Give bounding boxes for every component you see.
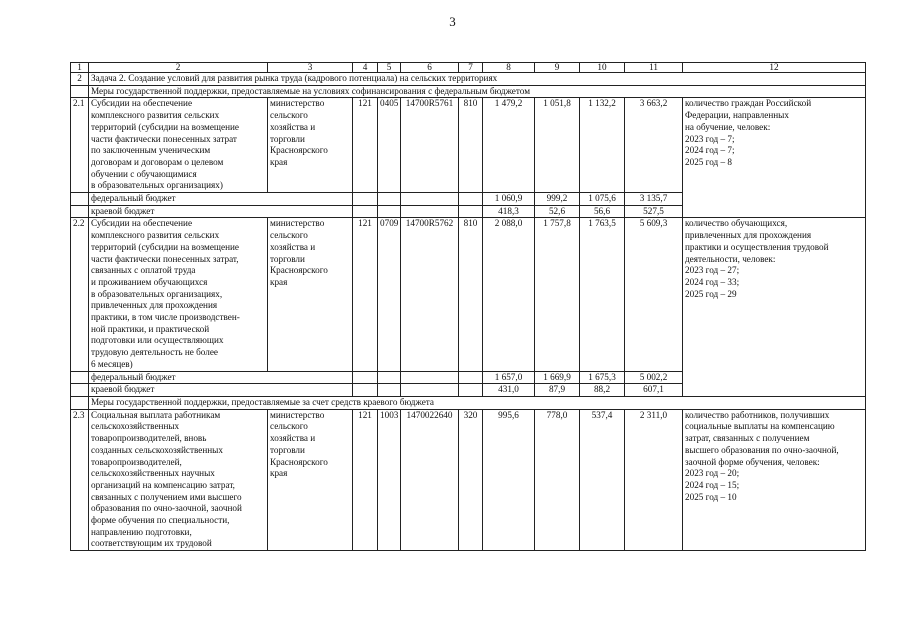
amount-2025: 1 132,2: [580, 98, 625, 193]
row-number: 2.2: [71, 218, 89, 371]
expected-result: количество обучающихся, привлеченных для прохождения практики и осуществления трудовой деятельности, человек: 2023 год – 27; 2024 год – 33; 2025 год – 29: [683, 218, 866, 397]
code-vr: 810: [459, 218, 483, 371]
amount-2023: 1 657,0: [483, 371, 535, 384]
page-number: 3: [449, 14, 456, 29]
amount-2025: 1 763,5: [580, 218, 625, 371]
task-number: 2: [71, 73, 89, 86]
amount-total: 3 135,7: [625, 193, 683, 206]
amount-2025: 88,2: [580, 384, 625, 397]
amount-2023: 431,0: [483, 384, 535, 397]
code-grbs: 121: [353, 409, 378, 550]
amount-2023: 418,3: [483, 205, 535, 218]
code-csr: 1470022640: [401, 409, 459, 550]
code-vr: 320: [459, 409, 483, 550]
col-header: 5: [378, 63, 401, 73]
amount-total: 5 609,3: [625, 218, 683, 371]
amount-2025: 1 675,3: [580, 371, 625, 384]
table-row: [71, 98, 866, 193]
program-table: [70, 62, 866, 551]
amount-2023: 1 060,9: [483, 193, 535, 206]
expected-result: количество граждан Российской Федерации, направленных на обучение, человек: 2023 год – 7; 2024 год – 7; 2025 год – 8: [683, 98, 866, 218]
code-grbs: 121: [353, 218, 378, 371]
measure-name: Субсидии на обеспечение комплексного развития сельских территорий (субсидии на возмещение части фактически понесенных затрат, связанных с оплатой труда и проживанием обучающихся в образовательных организациях, привлеченных для прохождения практики, в том числе производствен- ной практики, и практической подготовки или осуществляющих трудовую деятельность не более 6 месяцев): [89, 218, 268, 371]
executor: министерство сельского хозяйства и торговли Красноярского края: [268, 98, 353, 193]
measure-name: Субсидии на обеспечение комплексного развития сельских территорий (субсидии на возмещение части фактически понесенных затрат по заключенным ученическим договорам и договорам о целевом обучении с обучающимися в образовательных организациях): [89, 98, 268, 193]
code-rzpr: 0709: [378, 218, 401, 371]
budget-label: краевой бюджет: [89, 205, 353, 218]
col-header: 11: [625, 63, 683, 73]
amount-2024: 999,2: [535, 193, 580, 206]
budget-label: федеральный бюджет: [89, 193, 353, 206]
col-header: 3: [268, 63, 353, 73]
row-number: 2.3: [71, 409, 89, 550]
col-header: 4: [353, 63, 378, 73]
col-header: 8: [483, 63, 535, 73]
amount-2024: 1 669,9: [535, 371, 580, 384]
amount-2023: 1 479,2: [483, 98, 535, 193]
amount-2023: 995,6: [483, 409, 535, 550]
amount-total: 527,5: [625, 205, 683, 218]
amount-total: 3 663,2: [625, 98, 683, 193]
section-title-regional: Меры государственной поддержки, предоставляемые за счет средств краевого бюджета: [89, 396, 866, 409]
row-number: 2.1: [71, 98, 89, 193]
amount-2025: 537,4: [580, 409, 625, 550]
amount-2024: 1 051,8: [535, 98, 580, 193]
amount-2024: 778,0: [535, 409, 580, 550]
task-title: Задача 2. Создание условий для развития рынка труда (кадрового потенциала) на сельских территориях: [89, 73, 866, 86]
code-vr: 810: [459, 98, 483, 193]
code-csr: 14700R5762: [401, 218, 459, 371]
amount-2024: 52,6: [535, 205, 580, 218]
task-row: [71, 73, 866, 86]
code-grbs: 121: [353, 98, 378, 193]
budget-label: федеральный бюджет: [89, 371, 353, 384]
code-rzpr: 1003: [378, 409, 401, 550]
code-csr: 14700R5761: [401, 98, 459, 193]
col-header: 9: [535, 63, 580, 73]
col-header: 2: [89, 63, 268, 73]
amount-2023: 2 088,0: [483, 218, 535, 371]
col-header: 10: [580, 63, 625, 73]
executor: министерство сельского хозяйства и торговли Красноярского края: [268, 409, 353, 550]
amount-total: 5 002,2: [625, 371, 683, 384]
executor: министерство сельского хозяйства и торговли Красноярского края: [268, 218, 353, 371]
col-header: 12: [683, 63, 866, 73]
column-header-row: [71, 63, 866, 73]
amount-total: 607,1: [625, 384, 683, 397]
section-row: [71, 396, 866, 409]
amount-2025: 56,6: [580, 205, 625, 218]
budget-label: краевой бюджет: [89, 384, 353, 397]
section-row: [71, 85, 866, 98]
amount-total: 2 311,0: [625, 409, 683, 550]
col-header: 7: [459, 63, 483, 73]
table-row: [71, 409, 866, 550]
section-title-cofinancing: Меры государственной поддержки, предоставляемые на условиях софинансирования с федеральным бюджетом: [89, 85, 866, 98]
measure-name: Социальная выплата работникам сельскохозяйственных товаропроизводителей, вновь созданных сельскохозяйственных товаропроизводителей, сельскохозяйственных научных организаций на компенсацию затрат, связанных с получением ими высшего образования по очно-заочной, заочной форме обучения по специальности, направлению подготовки, соответствующим их трудовой: [89, 409, 268, 550]
col-header: 6: [401, 63, 459, 73]
code-rzpr: 0405: [378, 98, 401, 193]
amount-2024: 1 757,8: [535, 218, 580, 371]
amount-2025: 1 075,6: [580, 193, 625, 206]
col-header: 1: [71, 63, 89, 73]
expected-result: количество работников, получивших социальные выплаты на компенсацию затрат, связанных с получением высшего образования по очно-заочной, заочной форме обучения, человек: 2023 год – 20; 2024 год – 15; 2025 год – 10: [683, 409, 866, 550]
amount-2024: 87,9: [535, 384, 580, 397]
table-row: [71, 218, 866, 371]
